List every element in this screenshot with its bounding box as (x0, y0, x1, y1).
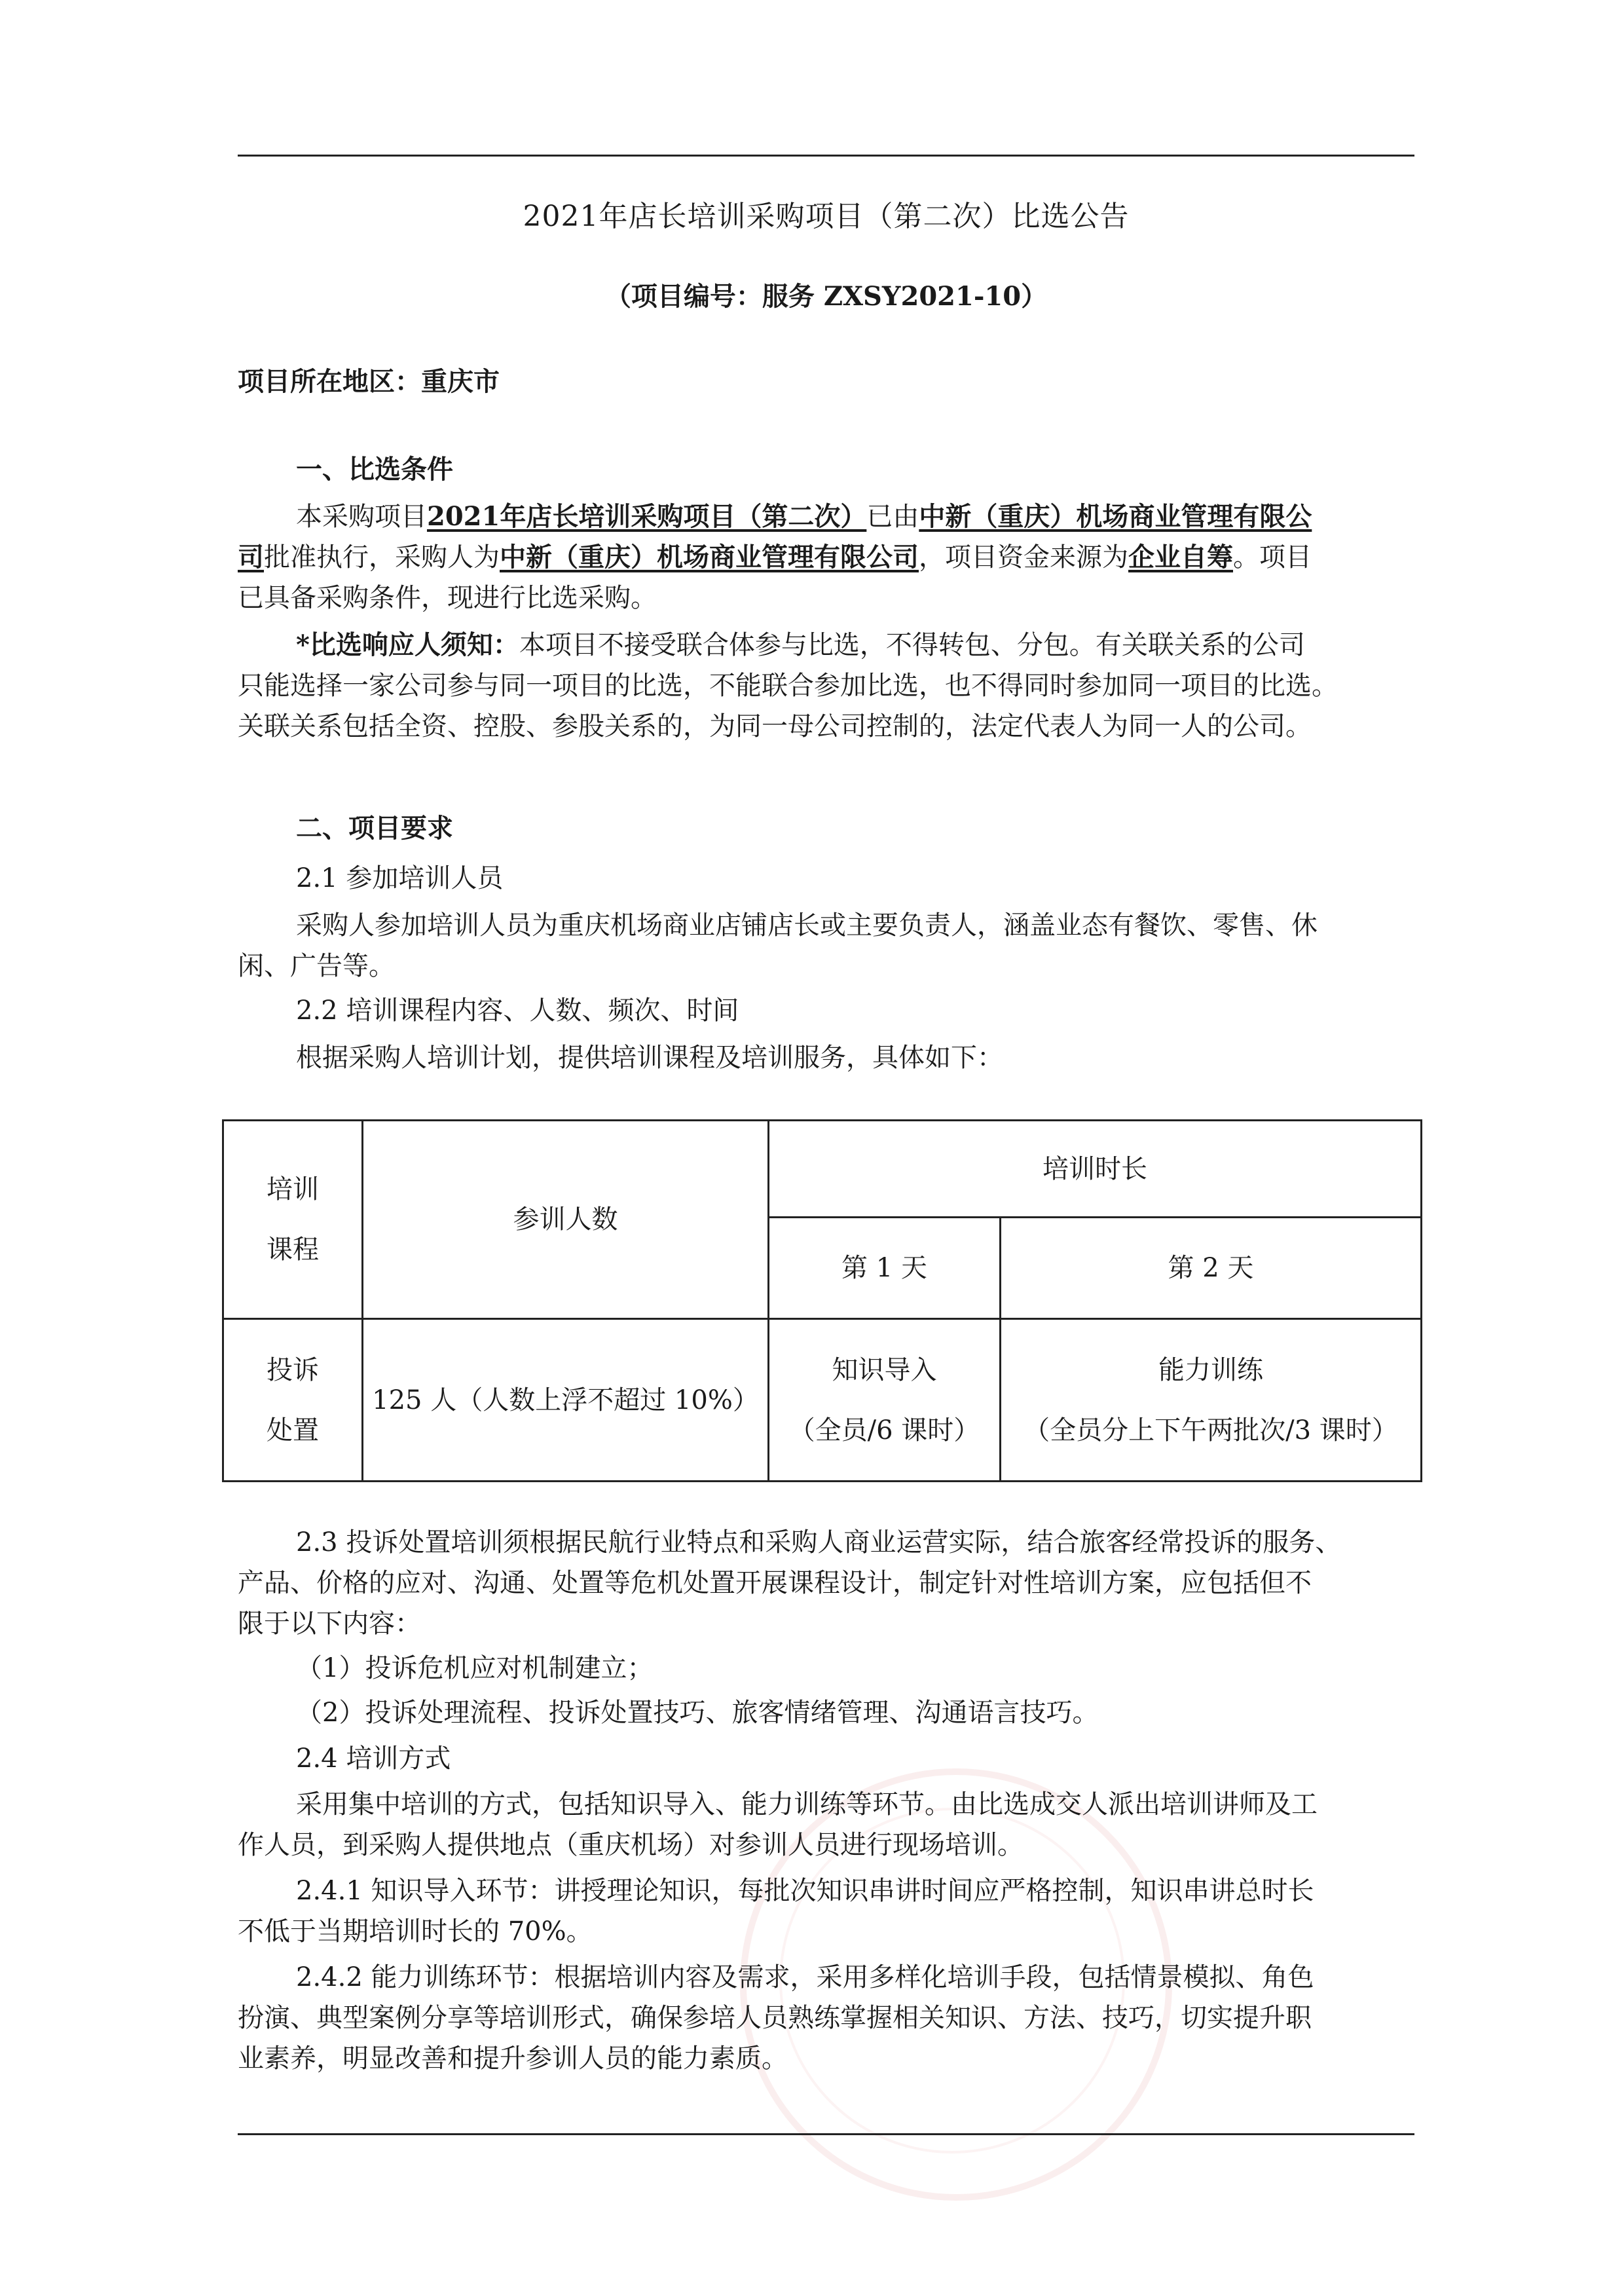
notice-line3: 关联关系包括全资、控股、参股关系的，为同一母公司控制的，法定代表人为同一人的公司。 (238, 711, 1312, 741)
section-2-1-title: 2.1 参加培训人员 (296, 863, 504, 893)
header-day1-cell: 第 1 天 (769, 1218, 1001, 1319)
header-course-line1: 培训 (267, 1174, 319, 1204)
section-2-3-item1: （1）投诉危机应对机制建立； (296, 1653, 654, 1683)
text-run: 。项目 (1233, 542, 1312, 572)
row-day1-line2: （全员/6 课时） (788, 1415, 980, 1446)
row-course-line2: 处置 (267, 1415, 319, 1446)
text-run: ，项目资金来源为 (919, 542, 1128, 572)
header-duration-cell: 培训时长 (769, 1121, 1422, 1218)
text-run: 批准执行，采购人为 (264, 542, 500, 572)
section-2-4-1-line1: 2.4.1 知识导入环节：讲授理论知识，每批次知识串讲时间应严格控制，知识串讲总时长 (296, 1876, 1314, 1906)
row-course-line1: 投诉 (267, 1354, 319, 1385)
section-2-4-title: 2.4 培训方式 (296, 1744, 451, 1774)
section-2-2-line: 根据采购人培训计划，提供培训课程及培训服务，具体如下： (296, 1043, 1003, 1073)
row-day2-line2: （全员分上下午两批次/3 课时） (1024, 1415, 1398, 1446)
section-2-1-line2: 闲、广告等。 (238, 951, 395, 981)
section-2-3-item2: （2）投诉处理流程、投诉处置技巧、旅客情绪管理、沟通语言技巧。 (296, 1698, 1099, 1728)
training-schedule-table (222, 1119, 1422, 1482)
row-day1-line1: 知识导入 (832, 1354, 937, 1385)
company-name-tail-underlined: 司 (238, 542, 264, 572)
section2-heading: 二、项目要求 (296, 813, 453, 844)
header-day2-cell: 第 2 天 (1001, 1218, 1422, 1319)
section-2-4-2-line1: 2.4.2 能力训练环节：根据培训内容及需求，采用多样化培训手段，包括情景模拟、角色 (296, 1962, 1314, 1992)
section-2-4-2-line2: 扮演、典型案例分享等培训形式，确保参培人员熟练掌握相关知识、方法、技巧，切实提升职 (238, 2003, 1312, 2033)
project-name-underlined: 2021年店长培训采购项目（第二次） (427, 501, 867, 532)
section-2-2-title: 2.2 培训课程内容、人数、频次、时间 (296, 996, 739, 1026)
section-2-4-line1: 采用集中培训的方式，包括知识导入、能力训练等环节。由比选成交人派出培训讲师及工 (296, 1789, 1318, 1819)
row-day2-line1: 能力训练 (1158, 1354, 1263, 1385)
notice-line2: 只能选择一家公司参与同一项目的比选，不能联合参加比选，也不得同时参加同一项目的比选。 (238, 671, 1338, 701)
document-title: 2021年店长培训采购项目（第二次）比选公告 (523, 200, 1130, 233)
fund-source-underlined: 企业自筹 (1128, 542, 1233, 572)
project-number: （项目编号：服务 ZXSY2021-10） (604, 281, 1048, 312)
section-2-4-2-line3: 业素养，明显改善和提升参训人员的能力素质。 (238, 2043, 788, 2074)
section1-paragraph-line3: 已具备采购条件，现进行比选采购。 (238, 583, 657, 613)
section1-paragraph-line2 (238, 534, 1414, 580)
notice-line1 (296, 622, 1414, 668)
text-run: 本采购项目 (296, 502, 427, 532)
header-course-line2: 课程 (267, 1235, 319, 1265)
row-count-cell: 125 人（人数上浮不超过 10%） (363, 1319, 769, 1482)
text-run: 已由 (866, 502, 919, 532)
header-course-cell (223, 1121, 363, 1319)
header-rule (238, 155, 1414, 157)
row-day2-cell (1001, 1319, 1422, 1482)
header-count-cell: 参训人数 (363, 1121, 769, 1319)
section-2-4-1-line2: 不低于当期培训时长的 70%。 (238, 1916, 593, 1947)
footer-rule (238, 2133, 1414, 2135)
text-run: 本项目不接受联合体参与比选，不得转包、分包。有关联关系的公司 (519, 630, 1305, 660)
notice-label: *比选响应人须知： (296, 629, 519, 660)
section-2-3-line3: 限于以下内容： (238, 1609, 421, 1639)
section-2-1-line1: 采购人参加培训人员为重庆机场商业店铺店长或主要负责人，涵盖业态有餐饮、零售、休 (296, 910, 1318, 941)
project-location: 项目所在地区：重庆市 (238, 366, 500, 397)
purchaser-name-underlined: 中新（重庆）机场商业管理有限公司 (500, 542, 919, 572)
company-name-underlined: 中新（重庆）机场商业管理有限公 (919, 501, 1312, 532)
section-2-3-line1: 2.3 投诉处置培训须根据民航行业特点和采购人商业运营实际，结合旅客经常投诉的服务、 (296, 1527, 1342, 1558)
section-2-4-line2: 作人员，到采购人提供地点（重庆机场）对参训人员进行现场培训。 (238, 1830, 1024, 1860)
section1-paragraph-line1 (296, 494, 1414, 540)
section1-heading: 一、比选条件 (296, 454, 453, 485)
row-day1-cell (769, 1319, 1001, 1482)
section-2-3-line2: 产品、价格的应对、沟通、处置等危机处置开展课程设计，制定针对性培训方案，应包括但不 (238, 1568, 1312, 1598)
row-course-cell (223, 1319, 363, 1482)
